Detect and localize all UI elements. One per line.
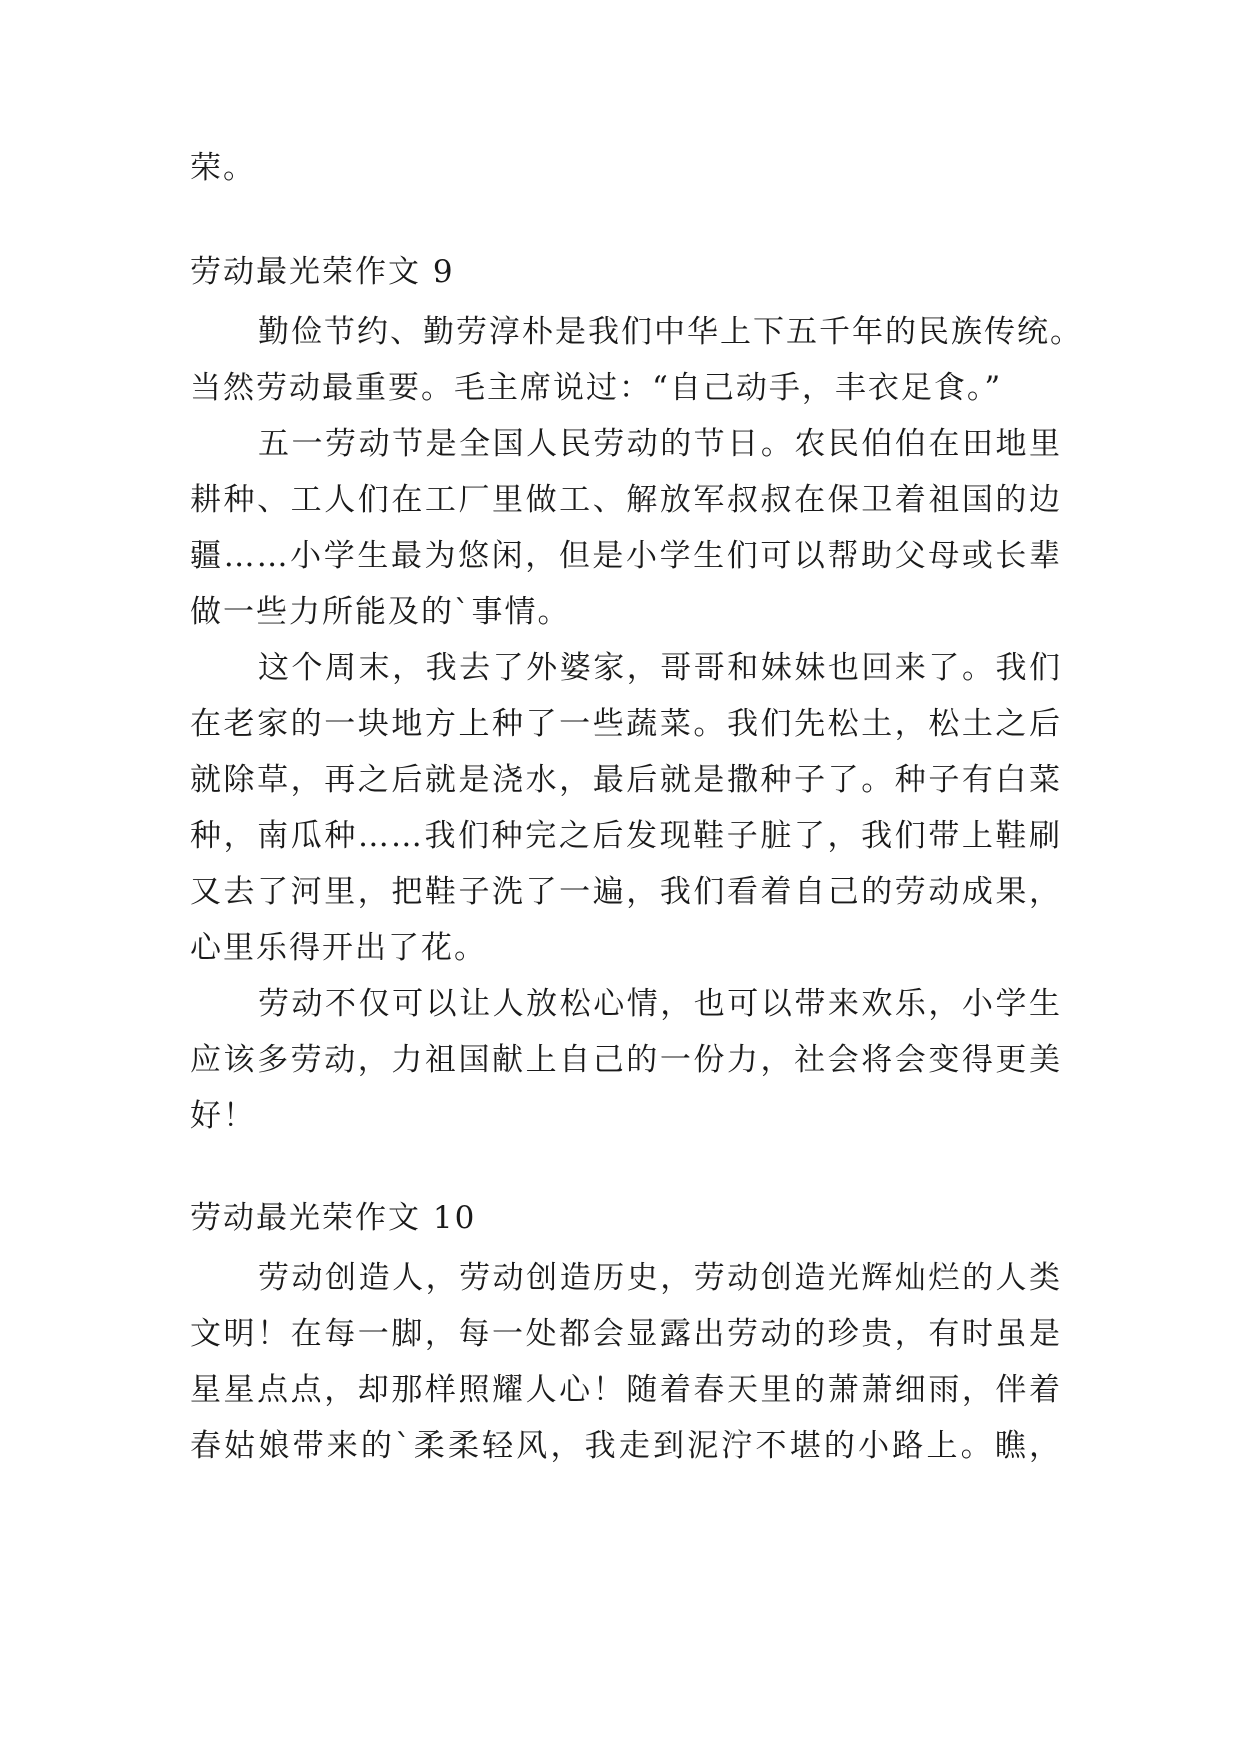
s9-p3-line-1: 这个周末，我去了外婆家，哥哥和妹妹也回来了。我们	[258, 650, 1062, 686]
s9-p3-line-3: 就除草，再之后就是浇水，最后就是撒种子了。种子有白菜	[190, 762, 1062, 798]
s9-p3-line-4: 种，南瓜种……我们种完之后发现鞋子脏了，我们带上鞋刷	[190, 818, 1062, 854]
s9-p3-line-2: 在老家的一块地方上种了一些蔬菜。我们先松土，松土之后	[190, 706, 1062, 742]
s9-p4-line-1: 劳动不仅可以让人放松心情，也可以带来欢乐，小学生	[258, 986, 1062, 1022]
section-9-title: 劳动最光荣作文 9	[190, 254, 455, 290]
s9-p2-line-3: 疆……小学生最为悠闲，但是小学生们可以帮助父母或长辈	[190, 538, 1062, 574]
s10-p1-line-2: 文明！在每一脚，每一处都会显露出劳动的珍贵，有时虽是	[190, 1316, 1062, 1352]
s9-p3-line-6: 心里乐得开出了花。	[190, 930, 487, 966]
s10-p1-line-1: 劳动创造人，劳动创造历史，劳动创造光辉灿烂的人类	[258, 1260, 1062, 1296]
s9-p1-line-1: 勤俭节约、勤劳淳朴是我们中华上下五千年的民族传统。	[258, 314, 1083, 350]
s9-p3-line-5: 又去了河里，把鞋子洗了一遍，我们看着自己的劳动成果，	[190, 874, 1062, 910]
s9-p1-line-2: 当然劳动最重要。毛主席说过：“自己动手，丰衣足食。”	[190, 370, 1003, 406]
s9-p2-line-1: 五一劳动节是全国人民劳动的节日。农民伯伯在田地里	[258, 426, 1062, 462]
continuation-text: 荣。	[190, 150, 256, 186]
section-10-title: 劳动最光荣作文 10	[190, 1200, 477, 1236]
s9-p2-line-2: 耕种、工人们在工厂里做工、解放军叔叔在保卫着祖国的边	[190, 482, 1062, 518]
s10-p1-line-3: 星星点点，却那样照耀人心！随着春天里的萧萧细雨，伴着	[190, 1372, 1062, 1408]
s9-p4-line-3: 好！	[190, 1098, 256, 1134]
s9-p4-line-2: 应该多劳动，力祖国献上自己的一份力，社会将会变得更美	[190, 1042, 1062, 1078]
s10-p1-line-4: 春姑娘带来的`柔柔轻风，我走到泥泞不堪的小路上。瞧，	[190, 1428, 1062, 1464]
s9-p2-line-4: 做一些力所能及的`事情。	[190, 594, 571, 630]
